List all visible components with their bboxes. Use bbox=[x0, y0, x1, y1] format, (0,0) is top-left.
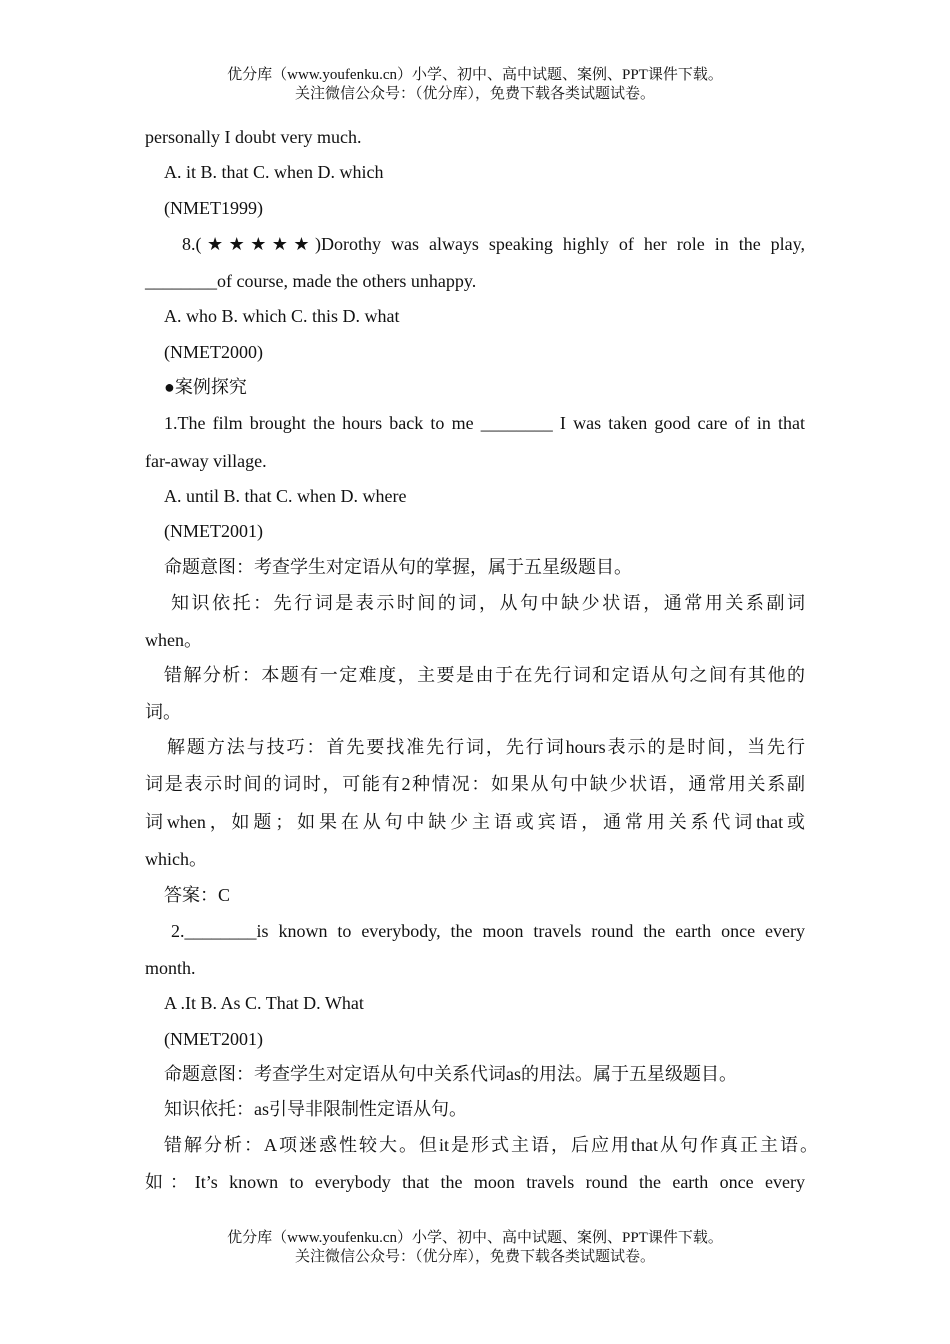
method-paragraph: 解题方法与技巧：首先要找准先行词，先行词hours表示的是时间，当先行 bbox=[167, 737, 805, 757]
text-line: which。 bbox=[145, 849, 207, 869]
text-line: ________of course, made the others unhappy. bbox=[145, 271, 477, 291]
text-line: 词。 bbox=[145, 702, 181, 722]
source-tag: (NMET2000) bbox=[164, 342, 263, 362]
answer-options: A. who B. which C. this D. what bbox=[164, 306, 400, 326]
footer-line-1: 优分库（www.youfenku.cn）小学、初中、高中试题、案例、PPT课件下载。 bbox=[227, 1230, 723, 1246]
source-tag: (NMET2001) bbox=[164, 521, 263, 541]
knowledge-paragraph: 知识依托：as引导非限制性定语从句。 bbox=[164, 1099, 467, 1119]
text-line: personally I doubt very much. bbox=[145, 127, 362, 147]
source-tag: (NMET1999) bbox=[164, 198, 263, 218]
intent-paragraph: 命题意图：考查学生对定语从句中关系代词as的用法。属于五星级题目。 bbox=[164, 1064, 737, 1084]
case-question-2: 2.________is known to everybody, the moon travels round the earth once every bbox=[171, 921, 805, 941]
footer-line-2: 关注微信公众号：（优分库），免费下载各类试题试卷。 bbox=[294, 1249, 655, 1265]
answer-options: A. it B. that C. when D. which bbox=[164, 162, 384, 182]
header-line-1: 优分库（www.youfenku.cn）小学、初中、高中试题、案例、PPT课件下载。 bbox=[227, 67, 723, 83]
knowledge-paragraph: 知识依托：先行词是表示时间的词，从句中缺少状语，通常用关系副词 bbox=[171, 593, 805, 613]
case-question-1: 1.The film brought the hours back to me ________ I was taken good care of in that bbox=[164, 413, 805, 433]
question-8: 8.(★★★★★)Dorothy was always speaking highly of her role in the play, bbox=[182, 234, 805, 254]
answer-options: A .It B. As C. That D. What bbox=[164, 993, 364, 1013]
section-heading: ●案例探究 bbox=[164, 377, 247, 397]
error-analysis-paragraph: 错解分析：本题有一定难度，主要是由于在先行词和定语从句之间有其他的 bbox=[164, 665, 805, 685]
answer-options: A. until B. that C. when D. where bbox=[164, 486, 407, 506]
source-tag: (NMET2001) bbox=[164, 1029, 263, 1049]
intent-paragraph: 命题意图：考查学生对定语从句的掌握，属于五星级题目。 bbox=[164, 557, 632, 577]
text-line: month. bbox=[145, 958, 196, 978]
header-line-2: 关注微信公众号：（优分库），免费下载各类试题试卷。 bbox=[294, 86, 655, 102]
text-line: when。 bbox=[145, 630, 202, 650]
text-line: far-away village. bbox=[145, 451, 267, 471]
page-footer bbox=[0, 1229, 950, 1267]
error-analysis-paragraph: 错解分析：A项迷惑性较大。但it是形式主语，后应用that从句作真正主语。 bbox=[164, 1135, 818, 1155]
text-line: 词when，如题；如果在从句中缺少主语或宾语，通常用关系代词that或 bbox=[145, 812, 805, 832]
text-line: 如：It’s known to everybody that the moon travels round the earth once every bbox=[145, 1172, 805, 1192]
text-line: 词是表示时间的词时，可能有2种情况：如果从句中缺少状语，通常用关系副 bbox=[145, 774, 805, 794]
answer-line: 答案：C bbox=[164, 885, 231, 905]
